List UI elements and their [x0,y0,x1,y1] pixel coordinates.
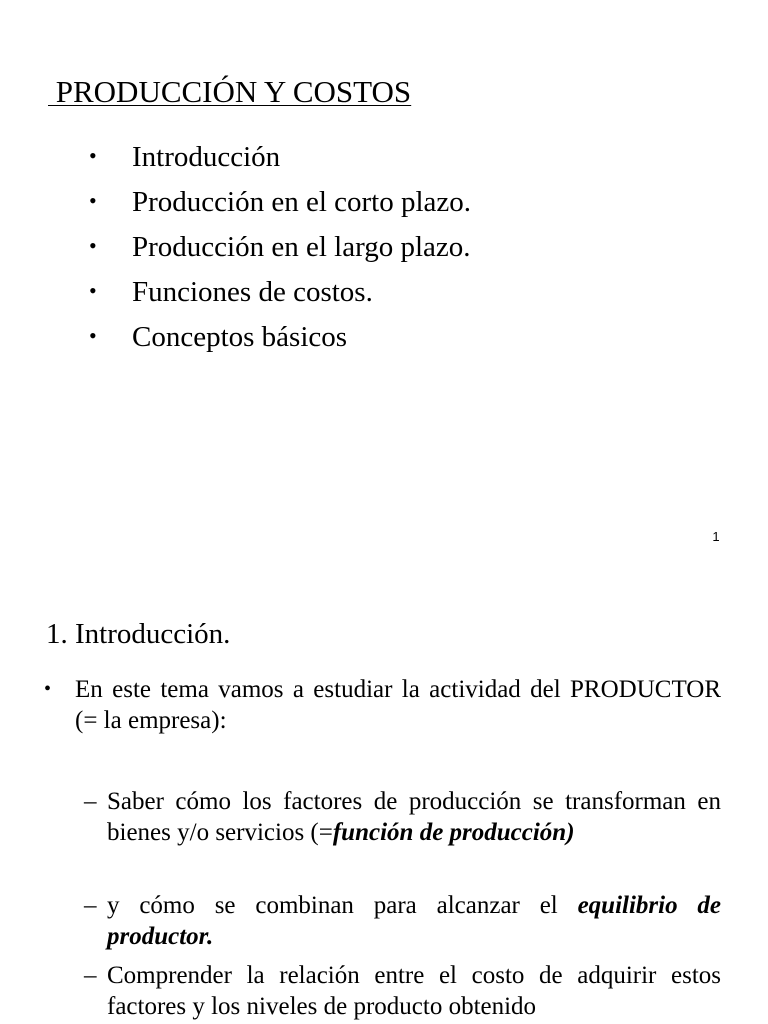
emphasis-text: función de producción) [332,819,575,846]
topic-corto-plazo: Producción en el corto plazo. [132,186,472,218]
sub-item-text: y cómo se combinan para alcanzar el [107,892,578,919]
topic-introduccion: Introducción [132,141,281,173]
intro-paragraph: En este tema vamos a estudiar la actividad del PRODUCTOR (= la empresa): [75,676,721,734]
bullet-icon: • [44,678,52,700]
dash-icon: – [84,892,97,919]
topic-conceptos-basicos: Conceptos básicos [132,321,348,353]
dash-icon: – [84,962,97,989]
topic-largo-plazo: Producción en el largo plazo. [132,231,471,263]
dash-icon: – [84,788,97,815]
sub-item-text: Saber cómo los factores de producción se transforman en bienes y/o servicios (= [107,788,721,846]
bullet-icon: • [89,143,97,168]
topic-funciones-costos: Funciones de costos. [132,276,373,308]
sub-item-text: Comprender la relación entre el costo de adquirir estos factores y los niveles de producto obtenido [107,962,721,1020]
sub-item-funcion-produccion [107,786,721,848]
slide-2 [0,560,768,1024]
bullet-icon: • [89,188,97,213]
slide-2-title: 1. Introducción. [46,618,231,650]
page-number: 1 [712,529,720,544]
bullet-icon: • [89,233,97,258]
bullet-icon: • [89,323,97,348]
sub-item-equilibrio [107,890,721,952]
slide-1-title: PRODUCCIÓN Y COSTOS [48,74,412,109]
emphasis-text: equilibrio de productor. [107,892,721,950]
sub-item-relacion-costos [107,960,721,1022]
bullet-icon: • [89,278,97,303]
